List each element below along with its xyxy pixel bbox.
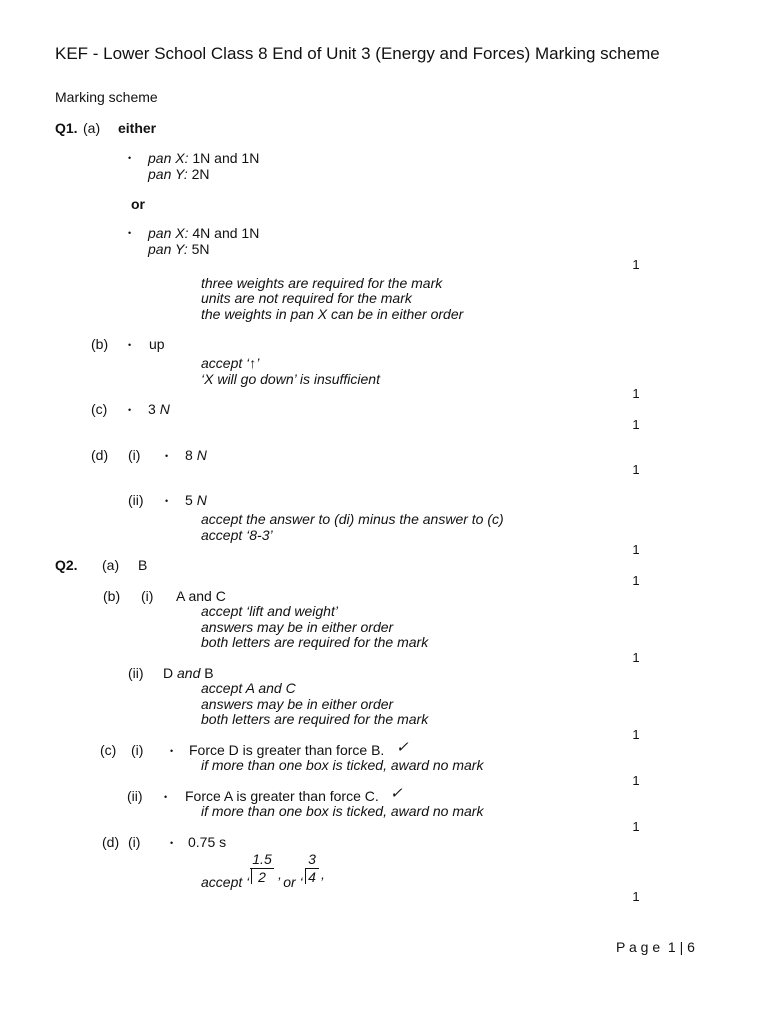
fraction-denominator: 4 [308, 869, 316, 885]
q2bii-note: accept A and C [201, 680, 296, 696]
q1a-opt2-pan-x: pan X: 4N and 1N [148, 225, 260, 241]
q2di-accept-suffix: ’ [320, 874, 324, 890]
q2bi-sub: (i) [141, 588, 154, 604]
q1di-mark: 1 [632, 462, 640, 477]
bullet: • [170, 838, 174, 848]
q1dii-note: accept ‘8-3’ [201, 527, 273, 543]
q2bii-sub: (ii) [128, 665, 144, 681]
q1a-or: or [131, 196, 145, 212]
fraction-denominator: 2 [258, 869, 266, 885]
q1b-mark: 1 [632, 386, 640, 401]
q1a-note: the weights in pan X can be in either order [201, 306, 464, 322]
q2a-mark: 1 [632, 573, 640, 588]
q2cii-mark: 1 [632, 819, 640, 834]
q2d-part: (d) [102, 834, 120, 850]
q1di-sub: (i) [128, 447, 141, 463]
q2bi-note: answers may be in either order [201, 619, 394, 635]
q1dii-answer: 5 N [185, 492, 207, 508]
bullet: • [128, 153, 132, 163]
q2bii-mark: 1 [632, 727, 640, 742]
bullet: • [128, 228, 132, 238]
q2di-answer: 0.75 s [188, 834, 227, 850]
q2cii-note: if more than one box is ticked, award no mark [201, 803, 484, 819]
section-heading: Marking scheme [55, 89, 158, 105]
q2ci-answer: Force D is greater than force B. [189, 742, 385, 758]
q1b-part: (b) [91, 336, 109, 352]
q1c-mark: 1 [632, 417, 640, 432]
q1a-mark: 1 [632, 257, 640, 272]
q2bi-note: accept ‘lift and weight’ [201, 603, 338, 619]
q1d-part: (d) [91, 447, 109, 463]
q2a-answer: B [138, 557, 148, 573]
q2a-part: (a) [102, 557, 120, 573]
q2bi-mark: 1 [632, 650, 640, 665]
q1a-note: units are not required for the mark [201, 290, 412, 306]
document-title: KEF - Lower School Class 8 End of Unit 3 (Energy and Forces) Marking scheme [55, 44, 660, 63]
q1b-answer: up [149, 336, 165, 352]
bullet: • [128, 405, 132, 415]
q1a-opt1-pan-x: pan X: 1N and 1N [148, 150, 260, 166]
q1a-part: (a) [83, 120, 101, 136]
q2bii-note: both letters are required for the mark [201, 711, 429, 727]
q1c-answer: 3 N [148, 401, 170, 417]
q1b-note: ‘X will go down’ is insufficient [201, 371, 380, 387]
bullet: • [164, 792, 168, 802]
fraction-numerator: 3 [308, 851, 316, 867]
q2-number: Q2. [55, 557, 78, 573]
q2b-part: (b) [103, 588, 121, 604]
q2ci-note: if more than one box is ticked, award no mark [201, 757, 484, 773]
q2ci-sub: (i) [131, 742, 144, 758]
bullet: • [165, 451, 169, 461]
q1di-answer: 8 N [185, 447, 207, 463]
q2cii-answer: Force A is greater than force C. [185, 788, 379, 804]
page-number: P a g e 1 | 6 [616, 939, 695, 955]
bullet: • [128, 340, 132, 350]
fraction-numerator: 1.5 [252, 851, 272, 867]
q2bii-answer: D and B [163, 665, 214, 681]
q2di-accept-prefix: accept ‘ [201, 874, 250, 890]
q2di-sub: (i) [128, 834, 141, 850]
q2cii-sub: (ii) [127, 788, 143, 804]
q1-number: Q1. [55, 120, 78, 136]
q2di-mark: 1 [632, 889, 640, 904]
q1a-either: either [118, 120, 157, 136]
q1a-note: three weights are required for the mark [201, 275, 443, 291]
q1c-part: (c) [91, 401, 108, 417]
q2ci-mark: 1 [632, 773, 640, 788]
q2bi-answer: A and C [176, 588, 226, 604]
q1dii-note: accept the answer to (di) minus the answer to (c) [201, 511, 504, 527]
q1dii-mark: 1 [632, 542, 640, 557]
bullet: • [170, 746, 174, 756]
q2bii-note: answers may be in either order [201, 696, 394, 712]
q1b-note: accept ‘↑’ [201, 355, 260, 371]
q1a-opt1-pan-y: pan Y: 2N [148, 166, 210, 182]
q1a-opt2-pan-y: pan Y: 5N [148, 241, 210, 257]
tick-icon: ✓ [390, 785, 403, 802]
q1dii-sub: (ii) [128, 492, 144, 508]
q2c-part: (c) [100, 742, 117, 758]
q2bi-note: both letters are required for the mark [201, 634, 429, 650]
tick-icon: ✓ [396, 739, 409, 756]
bullet: • [165, 496, 169, 506]
q2di-accept-or: ’ or ‘ [277, 874, 303, 890]
